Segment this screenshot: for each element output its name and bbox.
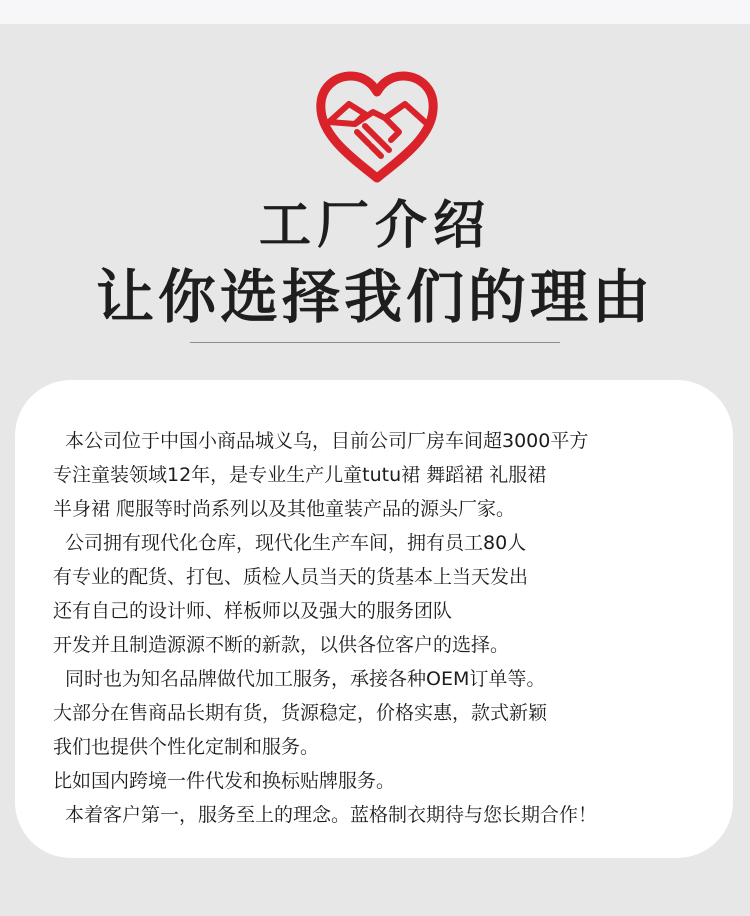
right-hand	[385, 104, 425, 122]
intro-line: 同时也为知名品牌做代加工服务，承接各种OEM订单等。	[65, 668, 546, 690]
intro-line: 开发并且制造源源不断的新款，以供各位客户的选择。	[53, 634, 510, 656]
finger-4	[379, 140, 389, 150]
page-title: 工厂介绍	[258, 196, 491, 256]
intro-line: 公司拥有现代化仓库，现代化生产车间，拥有员工80人	[65, 532, 527, 554]
intro-line: 大部分在售商品长期有货，货源稳定，价格实惠，款式新颖	[53, 702, 548, 724]
finger-3	[371, 146, 381, 156]
top-band	[0, 0, 750, 24]
intro-line: 比如国内跨境一件代发和换标贴牌服务。	[53, 770, 396, 792]
intro-line: 我们也提供个性化定制和服务。	[53, 736, 320, 758]
page-subtitle: 让你选择我们的理由	[95, 263, 654, 331]
heart-handshake-icon	[315, 70, 439, 186]
intro-line: 半身裙 爬服等时尚系列以及其他童装产品的源头厂家。	[53, 498, 516, 520]
title-divider	[190, 342, 560, 343]
intro-line: 有专业的配货、打包、质检人员当天的货基本上当天发出	[53, 566, 529, 588]
intro-line: 本公司位于中国小商品城义乌，目前公司厂房车间超3000平方	[65, 430, 589, 452]
finger-1	[357, 132, 369, 144]
intro-line: 专注童装领域12年，是专业生产儿童tutu裙 舞蹈裙 礼服裙	[53, 464, 547, 486]
intro-line: 本着客户第一，服务至上的理念。蓝格制衣期待与您长期合作！	[65, 804, 598, 826]
heart-outline	[321, 76, 433, 178]
intro-line: 还有自己的设计师、样板师以及强大的服务团队	[53, 600, 453, 622]
